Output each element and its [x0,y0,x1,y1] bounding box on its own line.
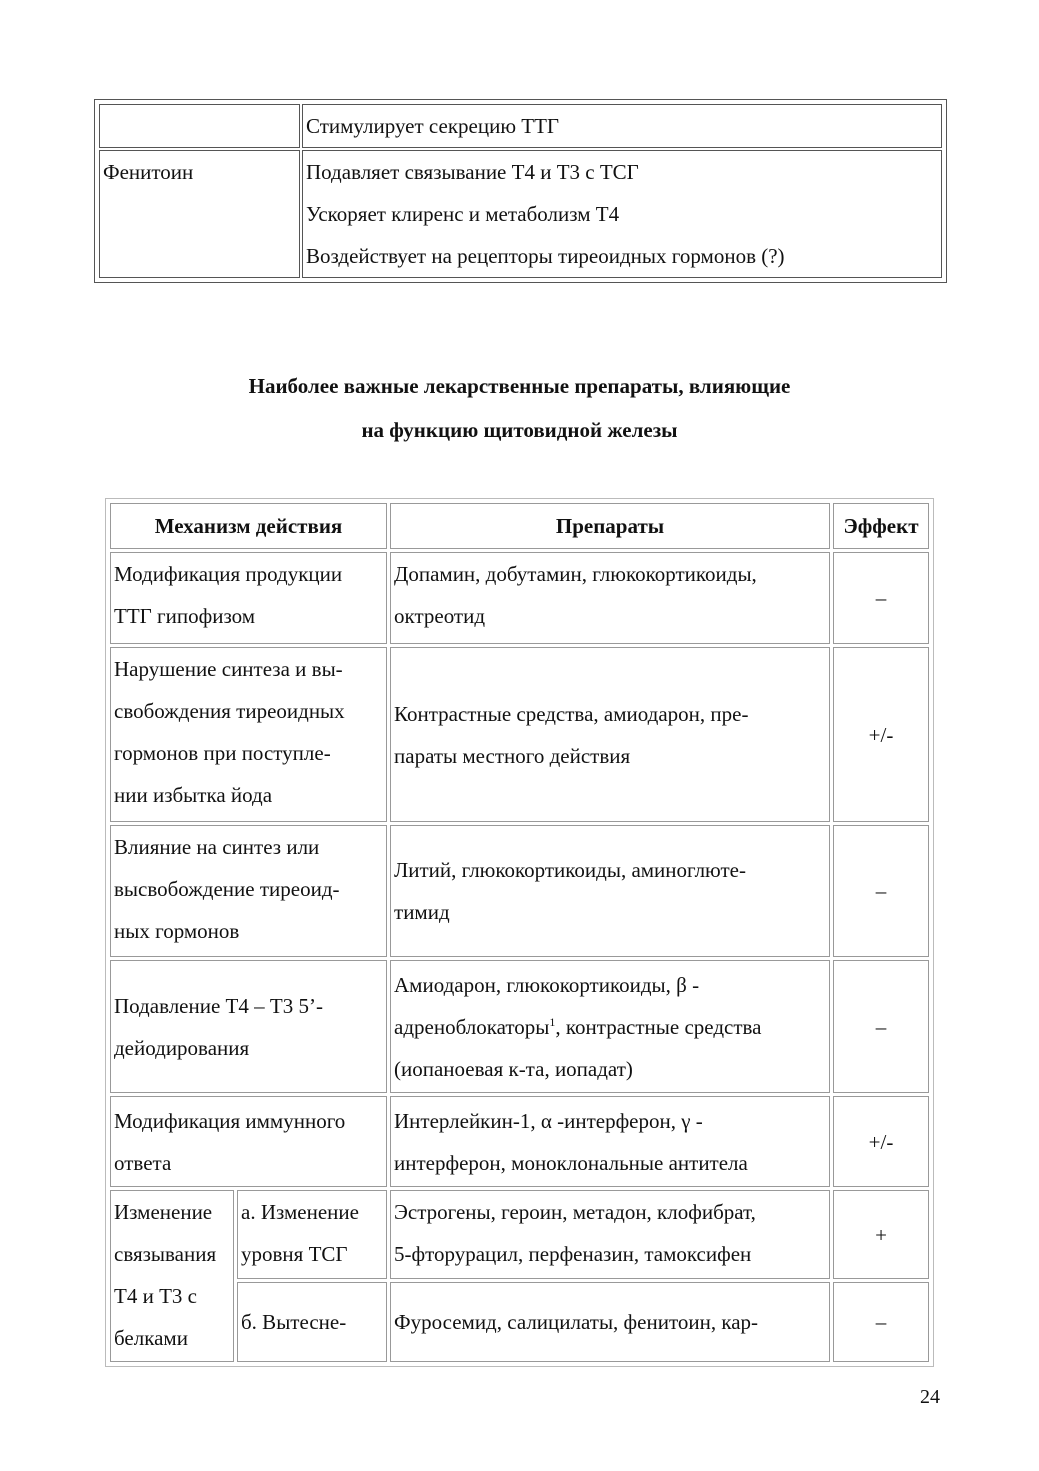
effect-cell: +/- [833,647,929,822]
submechanism-cell [237,1190,387,1279]
table-row [110,960,929,1093]
drugs-cell: Фуросемид, салицилаты, фенитоин, кар- [390,1282,830,1362]
drugs-line: Амиодарон, глюкокортикоиды, β - [394,972,700,997]
table-row [99,150,942,278]
drugs-line: Эстрогены, героин, метадон, клофибрат, [394,1200,756,1224]
mechanism-line: Подавление Т4 – Т3 5’- [114,993,323,1018]
drugs-text: адреноблокаторы [394,1014,550,1039]
drugs-cell [390,825,830,957]
mechanism-line: высвобождение тиреоид- [114,877,340,901]
drugs-line: тимид [394,900,450,924]
page-number: 24 [920,1386,940,1408]
drugs-line: Контрастные средства, амиодарон, пре- [394,701,749,726]
mechanism-line: Нарушение синтеза и вы- [114,657,343,681]
drugs-cell [390,1190,830,1279]
title-line: Наиболее важные лекарственные препараты, влияющие [248,374,791,398]
mechanism-line: Влияние на синтез или [114,835,320,859]
mechanism-cell [110,1190,234,1362]
mechanism-cell [110,552,387,644]
effect-line: Воздействует на рецепторы тиреоидных гормонов (?) [306,244,785,268]
table-row [110,1190,929,1279]
footnote-mark: 1 [549,1014,556,1029]
drugs-cell [390,552,830,644]
effect-cell [302,104,942,148]
mechanism-line: ных гормонов [114,919,240,943]
mechanism-line: дейодирования [114,1035,250,1060]
mechanism-line: Модификация продукции [114,562,343,586]
effect-line: Подавляет связывание Т4 и Т3 с ТСГ [306,160,639,184]
header-drugs: Препараты [390,503,830,549]
effect-cell: +/- [833,1096,929,1187]
drugs-line: Литий, глюкокортикоиды, аминоглюте- [394,858,746,882]
drugs-line [394,1006,826,1048]
drugs-line: параты местного действия [394,743,631,768]
table-row [110,552,929,644]
mechanism-line: белками [114,1326,188,1350]
effect-cell: – [833,552,929,644]
header-row [110,503,929,549]
effect-cell: – [833,1282,929,1362]
mechanism-line: связывания [114,1242,217,1266]
drug-cell [99,104,300,148]
mechanism-cell [110,960,387,1093]
table-row [110,647,929,822]
drugs-line: октреотид [394,604,486,628]
drugs-line: Допамин, добутамин, глюкокортикоиды, [394,562,757,586]
mechanism-line: гормонов при поступле- [114,741,331,765]
mechanism-line: свобождения тиреоидных [114,699,345,723]
continued-table [94,99,947,283]
mechanism-line: Т4 и Т3 с [114,1284,197,1308]
drugs-table [105,498,934,1367]
drugs-line: Интерлейкин-1, α -интерферон, γ - [394,1108,703,1133]
table-row [110,825,929,957]
mechanism-line: ответа [114,1150,172,1175]
drugs-cell [390,647,830,822]
effect-cell: + [833,1190,929,1279]
header-effect: Эффект [833,503,929,549]
drugs-line: (иопаноевая к-та, иопадат) [394,1056,633,1081]
effect-cell: – [833,960,929,1093]
mechanism-line: ТТГ гипофизом [114,604,256,628]
mechanism-cell [110,1096,387,1187]
title-line: на функцию щитовидной железы [361,418,678,442]
submechanism-cell: б. Вытесне- [237,1282,387,1362]
drugs-cell [390,960,830,1093]
effect-cell [302,150,942,278]
mechanism-line: Модификация иммунного [114,1108,346,1133]
drugs-line: интерферон, моноклональные антитела [394,1150,748,1175]
header-mechanism: Механизм действия [110,503,387,549]
submechanism-line: а. Изменение [241,1200,359,1224]
drug-cell: Фенитоин [99,150,300,278]
effect-line: Ускоряет клиренс и метаболизм Т4 [306,202,620,226]
table-row [110,1096,929,1187]
section-title [0,364,1039,452]
mechanism-line: нии избытка йода [114,783,273,807]
mechanism-cell [110,647,387,822]
drugs-text: , контрастные средства [555,1014,762,1039]
mechanism-cell [110,825,387,957]
mechanism-line: Изменение [114,1200,213,1224]
drugs-line: 5-фторурацил, перфеназин, тамоксифен [394,1242,752,1266]
submechanism-line: уровня ТСГ [241,1242,348,1266]
drugs-cell [390,1096,830,1187]
effect-cell: – [833,825,929,957]
effect-line: Стимулирует секрецию ТТГ [306,114,560,138]
table-row [99,104,942,148]
